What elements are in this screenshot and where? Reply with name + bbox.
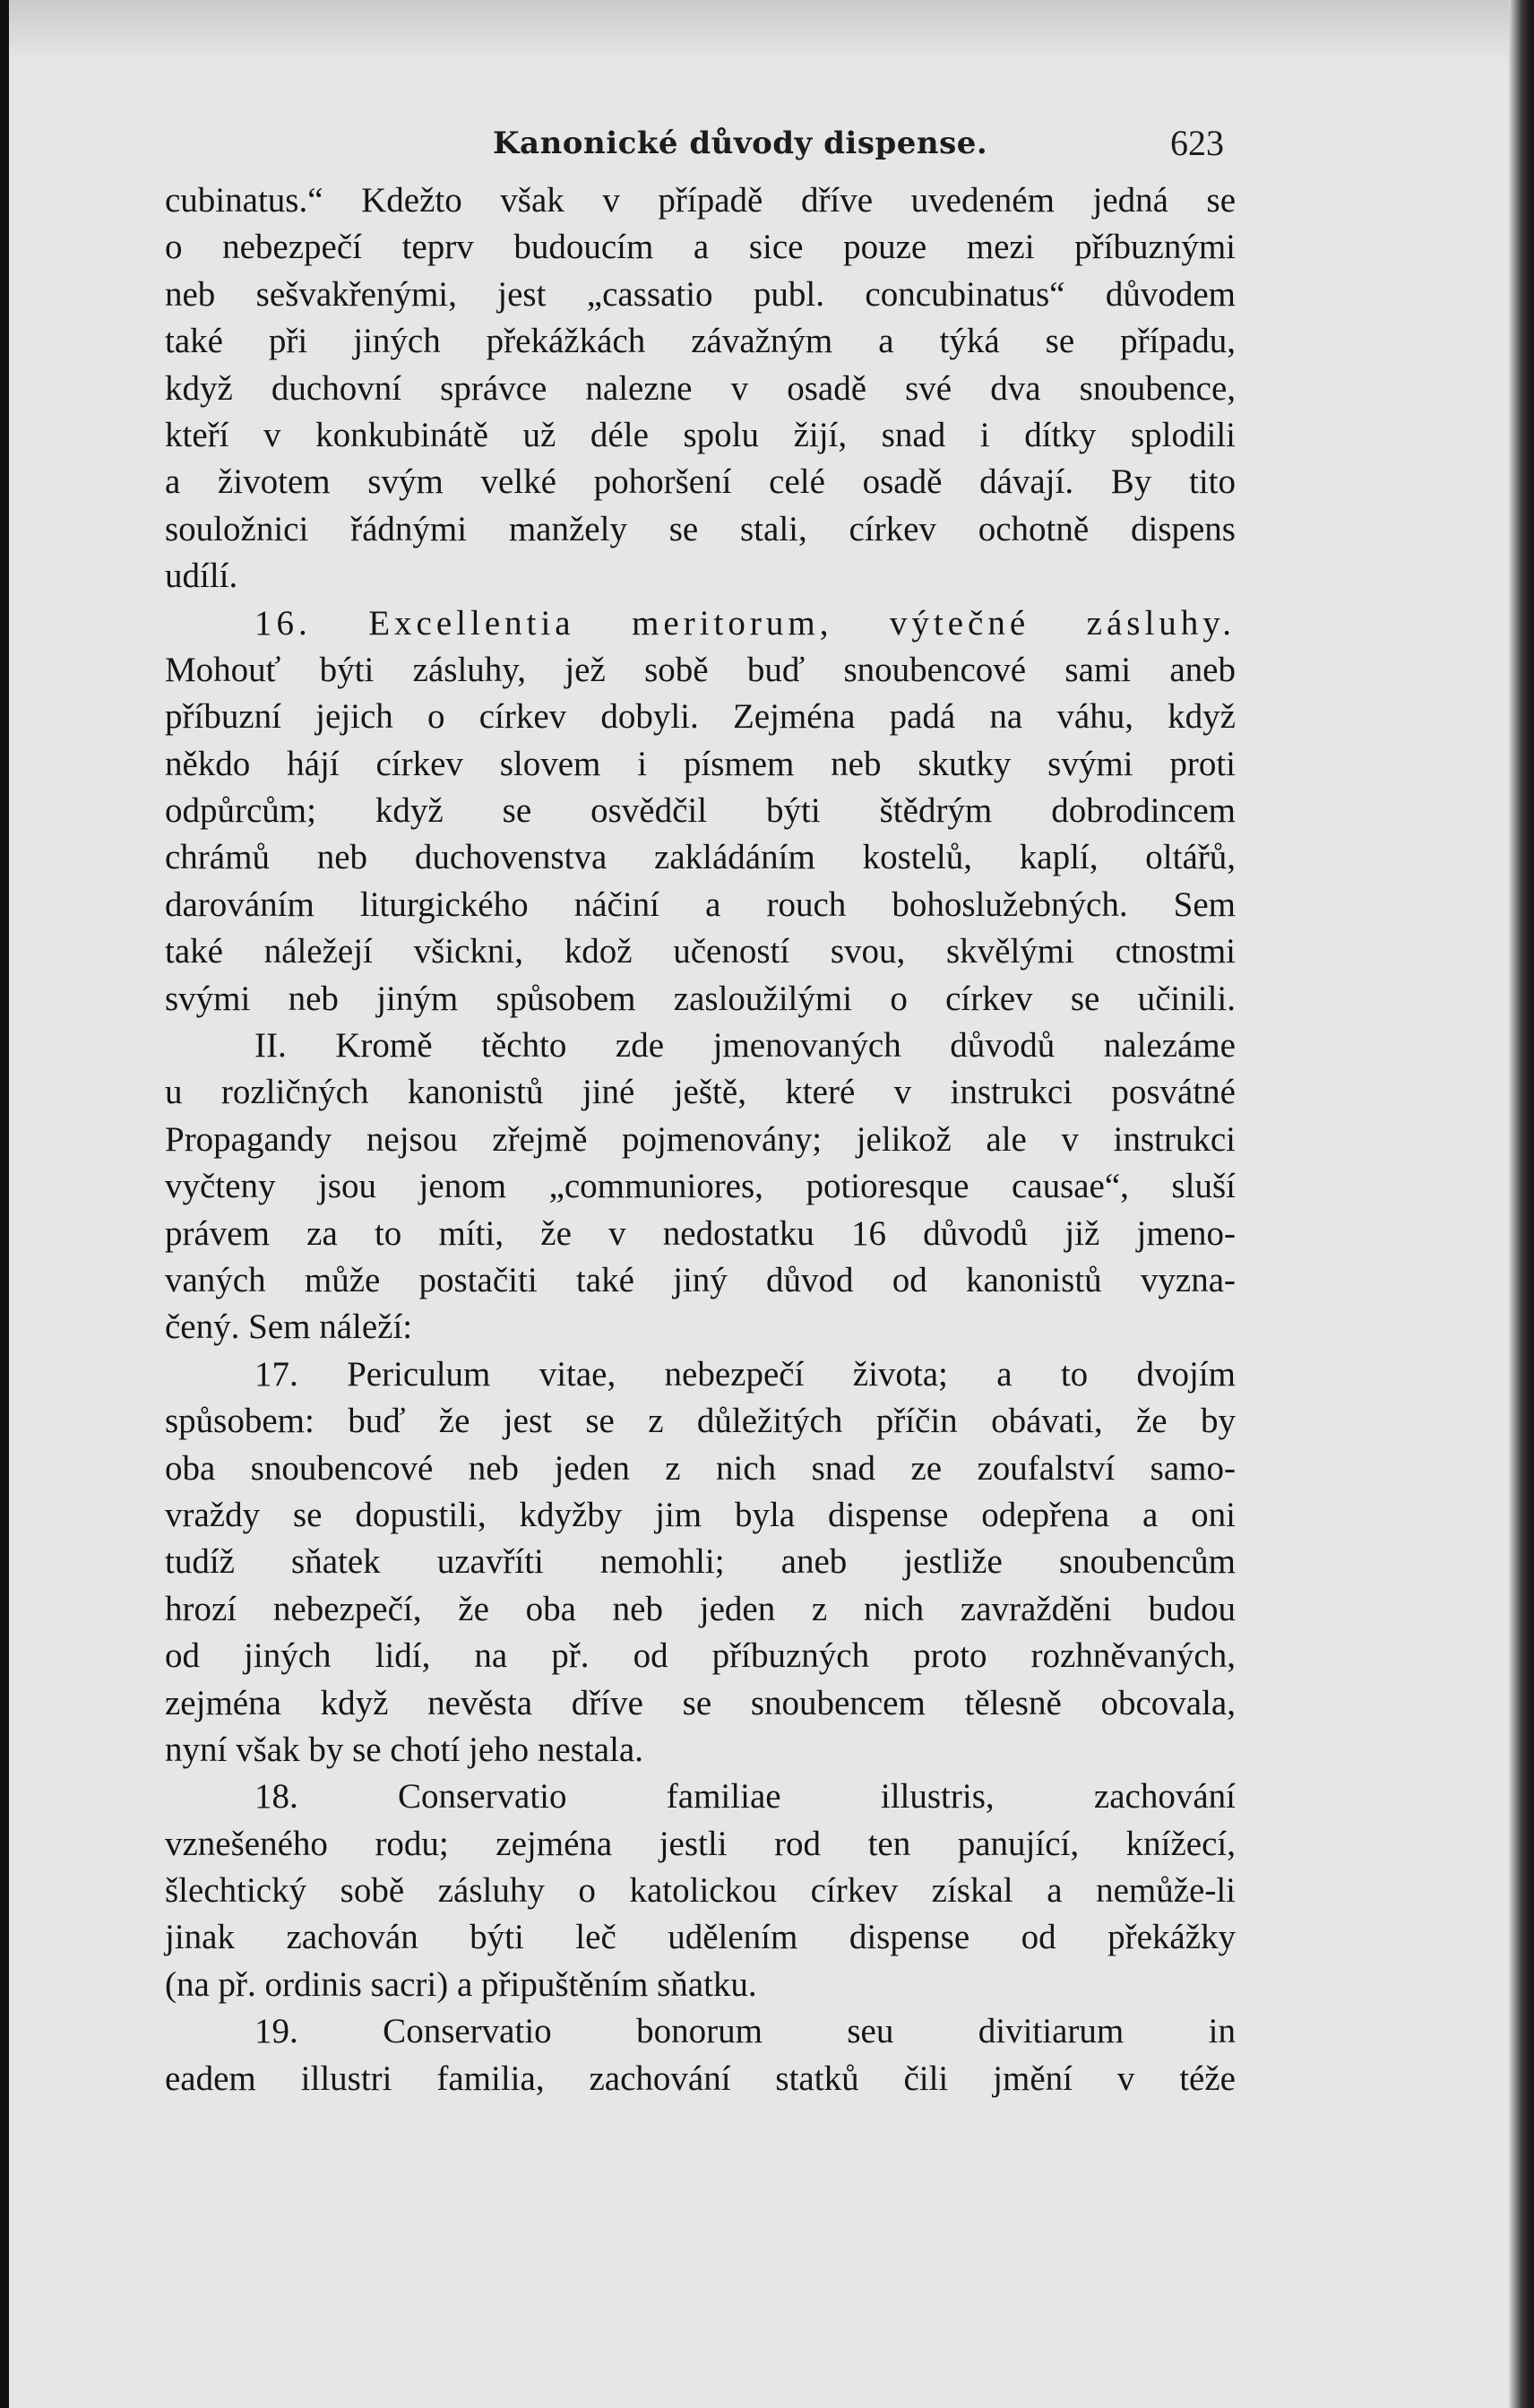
text-line: příbuzní jejich o církev dobyli. Zejména padá na váhu, když bbox=[165, 697, 1236, 737]
page-edge-left bbox=[0, 0, 9, 2408]
text-line: někdo hájí církev slovem i písmem neb skutky svými proti bbox=[165, 744, 1236, 783]
text-line: nyní však by se chotí jeho nestala. bbox=[165, 1730, 643, 1769]
text-line: Propagandy nejsou zřejmě pojmenovány; jelikož ale v instrukci bbox=[165, 1119, 1236, 1159]
text-line: u rozličných kanonistů jiné ještě, které v instrukci posvátné bbox=[165, 1073, 1236, 1112]
text-line: když duchovní správce nalezne v osadě své dva snoubence, bbox=[165, 368, 1236, 408]
text-line: spůsobem: buď že jest se z důležitých příčin obávati, že by bbox=[165, 1402, 1236, 1441]
text-line: také náležejí všickni, kdož učeností svou, skvělými ctnostmi bbox=[165, 932, 1236, 971]
section-heading-19: 19. Conservatio bonorum seu divitiarum in bbox=[254, 2012, 1236, 2051]
text-line: vznešeného rodu; zejména jestli rod ten panující, knížecí, bbox=[165, 1824, 1236, 1863]
text-line: odpůrcům; když se osvědčil býti štědrým dobrodincem bbox=[165, 791, 1236, 831]
body-text bbox=[165, 177, 1236, 2102]
text-line: šlechtický sobě zásluhy o katolickou církev získal a nemůže-li bbox=[165, 1871, 1236, 1911]
text-line: oba snoubencové neb jeden z nich snad ze zoufalství samo- bbox=[165, 1448, 1236, 1488]
page-edge-right bbox=[1509, 0, 1530, 2408]
text-line: neb sešvakřenými, jest „cassatio publ. concubinatus“ důvodem bbox=[165, 274, 1236, 314]
text-line: jinak zachován býti leč udělením dispense od překážky bbox=[165, 1918, 1236, 1957]
text-line: chrámů neb duchovenstva zakládáním kostelů, kaplí, oltářů, bbox=[165, 838, 1236, 877]
text-line: také při jiných překážkách závažným a týká se případu, bbox=[165, 322, 1236, 361]
text-line: zejména když nevěsta dříve se snoubencem tělesně obcovala, bbox=[165, 1683, 1236, 1722]
section-heading-16: 16. Excellentia meritorum, výtečné zásluhy. bbox=[254, 603, 1236, 643]
text-line: hrozí nebezpečí, že oba neb jeden z nich zavražděni budou bbox=[165, 1589, 1236, 1628]
text-line: právem za to míti, že v nedostatku 16 důvodů již jmeno- bbox=[165, 1213, 1236, 1253]
section-heading-18: 18. Conservatio familiae illustris, zachování bbox=[254, 1777, 1236, 1817]
text-line: tudíž sňatek uzavříti nemohli; aneb jestliže snoubencům bbox=[165, 1542, 1236, 1582]
book-page bbox=[9, 0, 1530, 2408]
text-line: cubinatus.“ Kdežto však v případě dříve uvedeném jedná se bbox=[165, 181, 1236, 220]
text-line: darováním liturgického náčiní a rouch bohoslužebných. Sem bbox=[165, 885, 1236, 924]
text-line: (na př. ordinis sacri) a připuštěním sňatku. bbox=[165, 1964, 757, 2004]
text-line: vraždy se dopustili, kdyžby jim byla dispense odepřena a oni bbox=[165, 1495, 1236, 1534]
text-line: od jiných lidí, na př. od příbuzných proto rozhněvaných, bbox=[165, 1636, 1236, 1676]
text-line: udílí. bbox=[165, 557, 238, 596]
running-head: Kanonické důvody dispense. bbox=[493, 125, 988, 161]
page-number: 623 bbox=[1170, 123, 1224, 163]
text-line: o nebezpečí teprv budoucím a sice pouze mezi příbuznými bbox=[165, 228, 1236, 267]
page-shadow bbox=[9, 0, 1530, 63]
text-line: vyčteny jsou jenom „communiores, potioresque causae“, sluší bbox=[165, 1167, 1236, 1206]
section-heading-17: 17. Periculum vitae, nebezpečí života; a to dvojím bbox=[254, 1354, 1236, 1394]
text-line: eadem illustri familia, zachování statků čili jmění v téže bbox=[165, 2058, 1236, 2098]
text-line: čený. Sem náleží: bbox=[165, 1308, 413, 1347]
text-line: vaných může postačiti také jiný důvod od kanonistů vyzna- bbox=[165, 1260, 1236, 1299]
text-line: a životem svým velké pohoršení celé osadě dávají. By tito bbox=[165, 462, 1236, 502]
text-line: souložnici řádnými manžely se stali, církev ochotně dispens bbox=[165, 509, 1236, 548]
section-heading-II: II. Kromě těchto zde jmenovaných důvodů nalezáme bbox=[254, 1026, 1236, 1066]
text-line: Mohouť býti zásluhy, jež sobě buď snoubencové sami aneb bbox=[165, 650, 1236, 689]
text-line: kteří v konkubinátě už déle spolu žijí, snad i dítky splodili bbox=[165, 415, 1236, 454]
text-line: svými neb jiným spůsobem zasloužilými o církev se učinili. bbox=[165, 979, 1236, 1018]
